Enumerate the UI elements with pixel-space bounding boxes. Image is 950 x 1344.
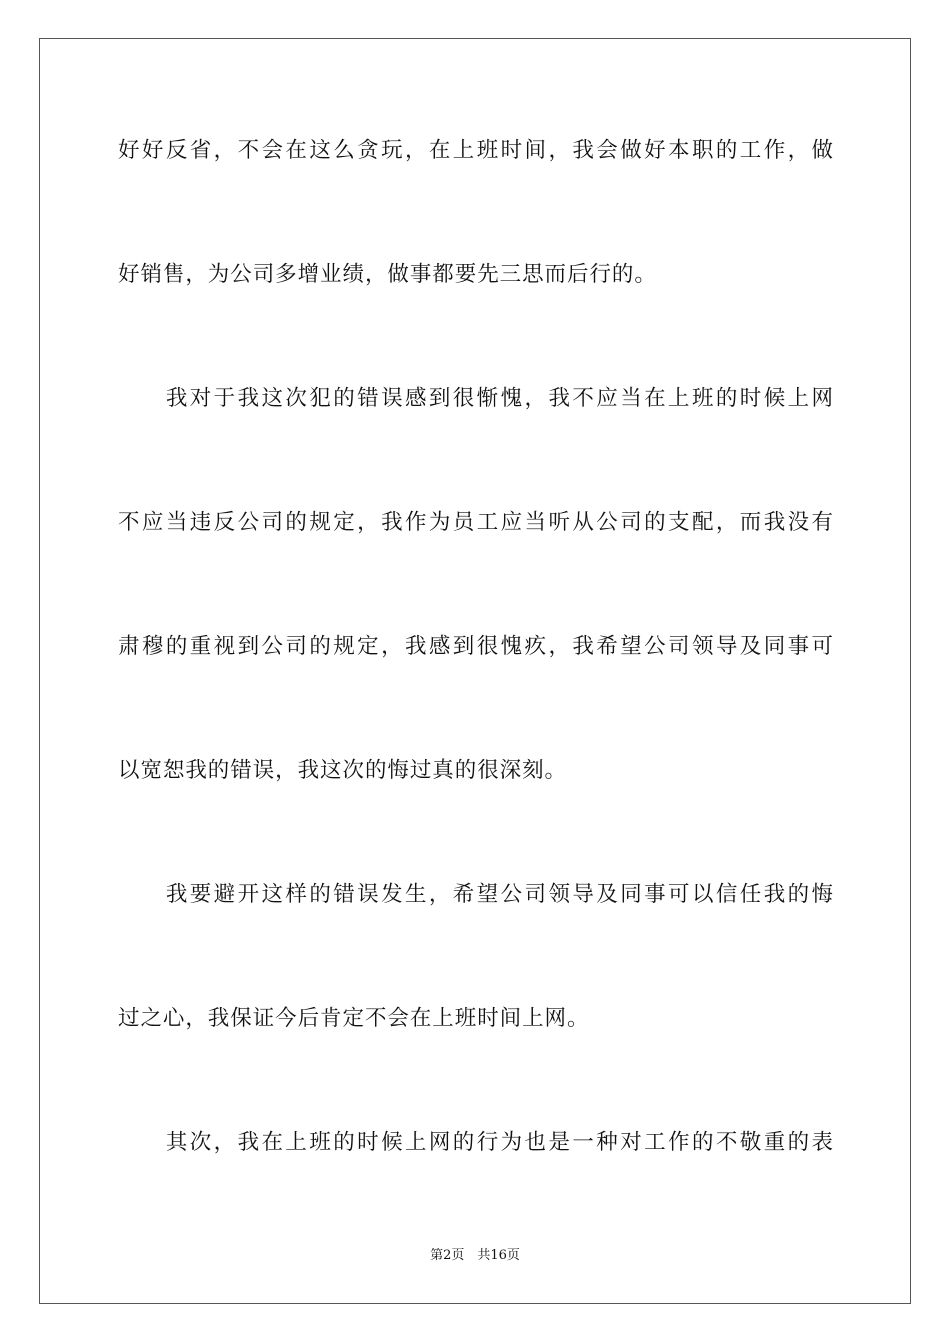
body-text-line: 好好反省，不会在这么贪玩，在上班时间，我会做好本职的工作，做 xyxy=(118,138,834,163)
body-text-line: 其次，我在上班的时候上网的行为也是一种对工作的不敬重的表 xyxy=(118,1130,834,1155)
body-text-line: 我对于我这次犯的错误感到很惭愧，我不应当在上班的时候上网 xyxy=(118,386,834,411)
body-text-line: 好销售，为公司多增业绩，做事都要先三思而后行的。 xyxy=(118,262,657,287)
body-text-line: 过之心，我保证今后肯定不会在上班时间上网。 xyxy=(118,1006,590,1031)
page-number-footer: 第2页 共16页 xyxy=(430,1248,520,1263)
body-text-line: 我要避开这样的错误发生，希望公司领导及同事可以信任我的悔 xyxy=(118,882,834,907)
body-text-line: 肃穆的重视到公司的规定，我感到很愧疚，我希望公司领导及同事可 xyxy=(118,634,834,659)
body-text-line: 不应当违反公司的规定，我作为员工应当听从公司的支配，而我没有 xyxy=(118,510,834,535)
body-text-line: 以宽恕我的错误，我这次的悔过真的很深刻。 xyxy=(118,758,568,783)
page-border xyxy=(39,38,911,1304)
